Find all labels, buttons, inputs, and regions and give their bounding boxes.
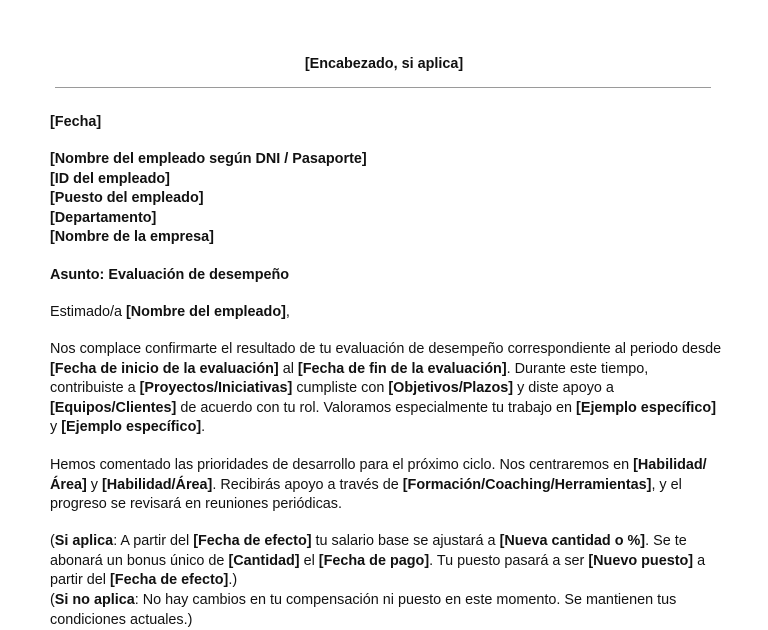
paragraph-compensation <box>50 532 725 591</box>
header-divider <box>55 87 711 88</box>
placeholder-teams: [Equipos/Clientes] <box>50 399 177 416</box>
placeholder-example: [Ejemplo específico] <box>61 419 202 436</box>
paragraph-evaluation <box>50 340 725 438</box>
para1-text: . Durante este tiempo, contribuiste a <box>50 360 649 397</box>
recipient-name: [Nombre del empleado según DNI / Pasaporte] <box>50 151 367 167</box>
para1-text: al <box>278 360 298 377</box>
placeholder-effective-date: [Fecha de efecto] <box>193 533 312 549</box>
para2-text: , y el progreso se revisará en reuniones periódicas. <box>50 476 682 513</box>
para1-text: cumpliste con <box>292 380 389 397</box>
para3-text: : A partir del <box>113 533 194 549</box>
para3-text: a partir del <box>50 552 706 589</box>
if-applies-label: Si aplica <box>54 533 114 549</box>
greeting <box>50 303 725 323</box>
para4-text: : No hay cambios en tu compensación ni puesto en este momento. Se mantienen tus condiciones actuales.) <box>50 592 677 628</box>
recipient-department: [Departamento] <box>50 209 157 226</box>
placeholder-training: [Formación/Coaching/Herramientas] <box>402 476 652 493</box>
placeholder-skill: [Habilidad/Área] <box>50 457 707 493</box>
placeholder-effective-date: [Fecha de efecto] <box>110 572 229 589</box>
placeholder-skill: [Habilidad/Área] <box>102 476 213 493</box>
if-not-applies-label: Si no aplica <box>54 592 135 608</box>
paragraph-development <box>50 456 725 515</box>
para3-text: tu salario base se ajustará a <box>311 533 500 549</box>
para3-text: . Se te abonará un bonus único de <box>50 533 687 569</box>
para1-text: Nos complace confirmarte el resultado de tu evaluación de desempeño correspondiente al periodo desde <box>50 341 722 357</box>
para1-text: y diste apoyo a <box>513 380 614 397</box>
para3-text: .) <box>228 572 238 589</box>
placeholder-example: [Ejemplo específico] <box>576 399 716 416</box>
date-field: [Fecha] <box>50 114 102 130</box>
placeholder-payment-date: [Fecha de pago] <box>318 552 430 569</box>
para3-text: ( <box>50 533 55 549</box>
placeholder-start-date: [Fecha de inicio de la evaluación] <box>50 360 279 377</box>
recipient-position: [Puesto del empleado] <box>50 190 204 207</box>
placeholder-new-position: [Nuevo puesto] <box>588 552 694 569</box>
recipient-block <box>50 150 725 248</box>
placeholder-end-date: [Fecha de fin de la evaluación] <box>297 360 507 377</box>
para1-text: . <box>201 419 206 436</box>
para3-text: . Tu puesto pasará a ser <box>429 552 589 569</box>
para3-text: el <box>299 552 319 569</box>
greeting-name: [Nombre del empleado] <box>126 304 286 320</box>
placeholder-new-amount: [Nueva cantidad o %] <box>499 533 646 549</box>
recipient-company: [Nombre de la empresa] <box>50 229 214 246</box>
recipient-id: [ID del empleado] <box>50 170 170 187</box>
subject-line: Asunto: Evaluación de desempeño <box>50 267 290 283</box>
placeholder-amount: [Cantidad] <box>228 552 300 569</box>
greeting-prefix: Estimado/a <box>50 304 126 320</box>
para2-text: . Recibirás apoyo a través de <box>212 476 403 493</box>
document-header: [Encabezado, si aplica] <box>304 56 464 72</box>
para2-text: y <box>86 476 102 493</box>
placeholder-projects: [Proyectos/Iniciativas] <box>139 380 293 397</box>
paragraph-no-change <box>50 591 725 630</box>
greeting-suffix: , <box>285 304 290 320</box>
para4-text: ( <box>50 592 55 608</box>
para1-text: y <box>50 419 62 436</box>
para1-text: de acuerdo con tu rol. Valoramos especialmente tu trabajo en <box>176 399 577 416</box>
para2-text: Hemos comentado las prioridades de desarrollo para el próximo ciclo. Nos centraremos en <box>50 457 634 473</box>
placeholder-objectives: [Objetivos/Plazos] <box>388 380 514 397</box>
